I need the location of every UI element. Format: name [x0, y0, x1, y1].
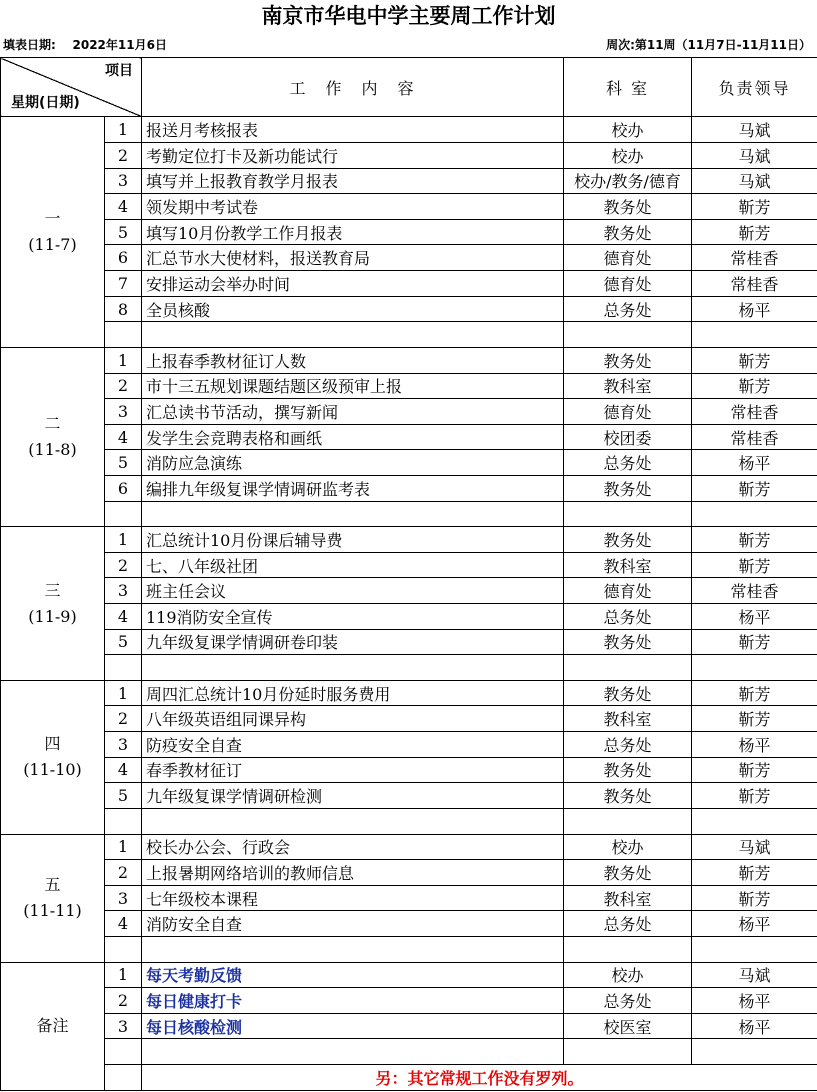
table-row [1, 629, 817, 655]
empty-cell [142, 936, 564, 962]
table-row [1, 245, 817, 271]
table-row [1, 117, 817, 143]
task-content: 防疫安全自查 [142, 732, 564, 758]
task-content: 九年级复课学情调研卷印装 [142, 629, 564, 655]
weekday-name: 五 [44, 875, 61, 895]
empty-cell [564, 501, 692, 527]
table-row [1, 450, 817, 476]
table-row [1, 860, 817, 886]
department: 校办 [564, 962, 692, 988]
item-number: 1 [105, 834, 142, 860]
weekday-date: (11-9) [28, 606, 77, 626]
department: 教务处 [564, 194, 692, 220]
empty-cell [692, 655, 817, 681]
task-content: 编排九年级复课学情调研监考表 [142, 475, 564, 501]
item-number: 2 [105, 860, 142, 886]
department: 教务处 [564, 860, 692, 886]
item-number: 4 [105, 194, 142, 220]
table-row [1, 347, 817, 373]
remarks-note: 另：其它常规工作没有罗列。 [142, 1064, 817, 1090]
weekday-cell [1, 347, 105, 526]
header-content: 工 作 内 容 [142, 58, 564, 117]
empty-cell [692, 808, 817, 834]
table-row [1, 911, 817, 937]
department: 总务处 [564, 988, 692, 1014]
responsible-leader: 靳芳 [692, 706, 817, 732]
remarks-label: 备注 [36, 1016, 69, 1036]
department: 校办 [564, 117, 692, 143]
responsible-leader: 靳芳 [692, 219, 817, 245]
weekday-date: (11-10) [23, 760, 82, 780]
empty-cell [564, 1039, 692, 1065]
item-number: 2 [105, 373, 142, 399]
department: 教务处 [564, 680, 692, 706]
task-content: 汇总读书节活动，撰写新闻 [142, 399, 564, 425]
empty-cell [105, 808, 142, 834]
table-row [1, 578, 817, 604]
weekday-cell [1, 834, 105, 962]
responsible-leader: 靳芳 [692, 194, 817, 220]
responsible-leader: 靳芳 [692, 680, 817, 706]
department: 校团委 [564, 424, 692, 450]
item-number: 3 [105, 399, 142, 425]
task-content: 119消防安全宣传 [142, 604, 564, 630]
task-content: 班主任会议 [142, 578, 564, 604]
responsible-leader: 杨平 [692, 1013, 817, 1039]
work-plan-table [0, 57, 817, 1091]
item-number: 2 [105, 988, 142, 1014]
responsible-leader: 靳芳 [692, 885, 817, 911]
empty-cell [105, 501, 142, 527]
item-number: 6 [105, 245, 142, 271]
table-row [1, 962, 817, 988]
responsible-leader: 常桂香 [692, 578, 817, 604]
table-row [1, 988, 817, 1014]
empty-cell [692, 1039, 817, 1065]
responsible-leader: 靳芳 [692, 757, 817, 783]
task-content: 上报春季教材征订人数 [142, 347, 564, 373]
weekday-date: (11-11) [23, 901, 82, 921]
department: 总务处 [564, 450, 692, 476]
department: 校医室 [564, 1013, 692, 1039]
responsible-leader: 杨平 [692, 988, 817, 1014]
task-content: 每日健康打卡 [142, 988, 564, 1014]
task-content: 周四汇总统计10月份延时服务费用 [142, 680, 564, 706]
table-row [1, 1013, 817, 1039]
empty-cell [692, 322, 817, 348]
table-row [1, 604, 817, 630]
task-content: 消防应急演练 [142, 450, 564, 476]
empty-cell [105, 936, 142, 962]
item-number: 2 [105, 143, 142, 169]
responsible-leader: 靳芳 [692, 475, 817, 501]
responsible-leader: 杨平 [692, 911, 817, 937]
empty-cell [105, 1039, 142, 1065]
empty-cell [142, 808, 564, 834]
department: 教务处 [564, 629, 692, 655]
responsible-leader: 马斌 [692, 168, 817, 194]
task-content: 填写并上报教育教学月报表 [142, 168, 564, 194]
weekday-cell [1, 117, 105, 347]
department: 总务处 [564, 296, 692, 322]
table-row [1, 296, 817, 322]
task-content: 消防安全自查 [142, 911, 564, 937]
department: 教务处 [564, 783, 692, 809]
responsible-leader: 常桂香 [692, 424, 817, 450]
task-content: 上报暑期网络培训的教师信息 [142, 860, 564, 886]
department: 校办 [564, 834, 692, 860]
weekday-cell [1, 527, 105, 681]
table-header-row [1, 58, 817, 117]
department: 教务处 [564, 347, 692, 373]
item-number: 4 [105, 757, 142, 783]
responsible-leader: 靳芳 [692, 552, 817, 578]
table-row [1, 680, 817, 706]
table-row [1, 399, 817, 425]
table-row [1, 219, 817, 245]
department: 校办 [564, 143, 692, 169]
task-content: 填写10月份教学工作月报表 [142, 219, 564, 245]
responsible-leader: 杨平 [692, 296, 817, 322]
item-number: 1 [105, 680, 142, 706]
department: 德育处 [564, 271, 692, 297]
item-number: 1 [105, 117, 142, 143]
item-number: 4 [105, 604, 142, 630]
item-number: 3 [105, 1013, 142, 1039]
task-content: 汇总节水大使材料，报送教育局 [142, 245, 564, 271]
weekday-date: (11-8) [28, 440, 77, 460]
item-number: 2 [105, 706, 142, 732]
department: 教科室 [564, 885, 692, 911]
item-number: 3 [105, 578, 142, 604]
task-content: 市十三五规划课题结题区级预审上报 [142, 373, 564, 399]
empty-cell [105, 1064, 142, 1090]
table-row [1, 732, 817, 758]
blank-row [1, 322, 817, 348]
table-row [1, 475, 817, 501]
blank-row [1, 808, 817, 834]
item-number: 3 [105, 885, 142, 911]
table-row [1, 527, 817, 553]
item-number: 5 [105, 783, 142, 809]
task-content: 校长办公会、行政会 [142, 834, 564, 860]
table-row [1, 834, 817, 860]
item-number: 6 [105, 475, 142, 501]
responsible-leader: 常桂香 [692, 271, 817, 297]
department: 教务处 [564, 219, 692, 245]
responsible-leader: 马斌 [692, 117, 817, 143]
table-row [1, 885, 817, 911]
responsible-leader: 杨平 [692, 450, 817, 476]
table-row [1, 757, 817, 783]
header-leader: 负责领导 [692, 58, 817, 117]
table-row [1, 552, 817, 578]
department: 总务处 [564, 911, 692, 937]
table-row [1, 373, 817, 399]
note-row [1, 1064, 817, 1090]
task-content: 全员核酸 [142, 296, 564, 322]
responsible-leader: 靳芳 [692, 527, 817, 553]
item-number: 3 [105, 732, 142, 758]
department: 教科室 [564, 373, 692, 399]
item-number: 3 [105, 168, 142, 194]
department: 校办/教务/德育 [564, 168, 692, 194]
empty-cell [692, 936, 817, 962]
task-content: 发学生会竞聘表格和画纸 [142, 424, 564, 450]
responsible-leader: 马斌 [692, 143, 817, 169]
responsible-leader: 马斌 [692, 962, 817, 988]
task-content: 安排运动会举办时间 [142, 271, 564, 297]
responsible-leader: 靳芳 [692, 373, 817, 399]
item-number: 5 [105, 219, 142, 245]
empty-cell [564, 936, 692, 962]
task-content: 八年级英语组同课异构 [142, 706, 564, 732]
empty-cell [105, 655, 142, 681]
table-row [1, 168, 817, 194]
weekday-name: 一 [44, 209, 61, 229]
task-content: 考勤定位打卡及新功能试行 [142, 143, 564, 169]
empty-cell [142, 655, 564, 681]
department: 教务处 [564, 475, 692, 501]
responsible-leader: 马斌 [692, 834, 817, 860]
item-number: 5 [105, 629, 142, 655]
responsible-leader: 靳芳 [692, 629, 817, 655]
department: 德育处 [564, 399, 692, 425]
blank-row [1, 655, 817, 681]
item-number: 2 [105, 552, 142, 578]
empty-cell [142, 1039, 564, 1065]
table-row [1, 143, 817, 169]
table-row [1, 706, 817, 732]
blank-row [1, 1039, 817, 1065]
item-number: 4 [105, 911, 142, 937]
task-content: 领发期中考试卷 [142, 194, 564, 220]
task-content: 春季教材征订 [142, 757, 564, 783]
item-number: 1 [105, 527, 142, 553]
department: 德育处 [564, 245, 692, 271]
header-dept: 科 室 [564, 58, 692, 117]
department: 总务处 [564, 604, 692, 630]
fill-date: 填表日期: 2022年11月6日 [3, 38, 167, 52]
remarks-cell [1, 962, 105, 1090]
item-number: 1 [105, 347, 142, 373]
department: 教务处 [564, 757, 692, 783]
table-row [1, 271, 817, 297]
empty-cell [564, 655, 692, 681]
task-content: 每天考勤反馈 [142, 962, 564, 988]
item-number: 8 [105, 296, 142, 322]
empty-cell [142, 501, 564, 527]
responsible-leader: 常桂香 [692, 245, 817, 271]
weekday-name: 四 [44, 734, 61, 754]
task-content: 七年级校本课程 [142, 885, 564, 911]
responsible-leader: 杨平 [692, 732, 817, 758]
header-item-label: 项目 [105, 63, 133, 79]
department: 教科室 [564, 706, 692, 732]
responsible-leader: 靳芳 [692, 783, 817, 809]
item-number: 7 [105, 271, 142, 297]
task-content: 每日核酸检测 [142, 1013, 564, 1039]
table-row [1, 424, 817, 450]
empty-cell [105, 322, 142, 348]
blank-row [1, 501, 817, 527]
task-content: 汇总统计10月份课后辅导费 [142, 527, 564, 553]
table-row [1, 194, 817, 220]
responsible-leader: 靳芳 [692, 347, 817, 373]
task-content: 九年级复课学情调研检测 [142, 783, 564, 809]
header-diagonal-cell [1, 58, 142, 117]
responsible-leader: 常桂香 [692, 399, 817, 425]
item-number: 4 [105, 424, 142, 450]
empty-cell [564, 322, 692, 348]
item-number: 1 [105, 962, 142, 988]
department: 总务处 [564, 732, 692, 758]
task-content: 七、八年级社团 [142, 552, 564, 578]
header-weekday-label: 星期(日期) [11, 95, 80, 112]
responsible-leader: 杨平 [692, 604, 817, 630]
department: 德育处 [564, 578, 692, 604]
weekday-name: 三 [44, 580, 61, 600]
empty-cell [142, 322, 564, 348]
department: 教科室 [564, 552, 692, 578]
weekday-name: 二 [44, 414, 61, 434]
empty-cell [692, 501, 817, 527]
responsible-leader: 靳芳 [692, 860, 817, 886]
week-info: 周次:第11周（11月7日-11月11日） [606, 38, 811, 52]
empty-cell [564, 808, 692, 834]
page-title: 南京市华电中学主要周工作计划 [261, 4, 556, 28]
blank-row [1, 936, 817, 962]
task-content: 报送月考核报表 [142, 117, 564, 143]
department: 教务处 [564, 527, 692, 553]
weekday-date: (11-7) [28, 235, 77, 255]
weekday-cell [1, 680, 105, 834]
item-number: 5 [105, 450, 142, 476]
table-row [1, 783, 817, 809]
